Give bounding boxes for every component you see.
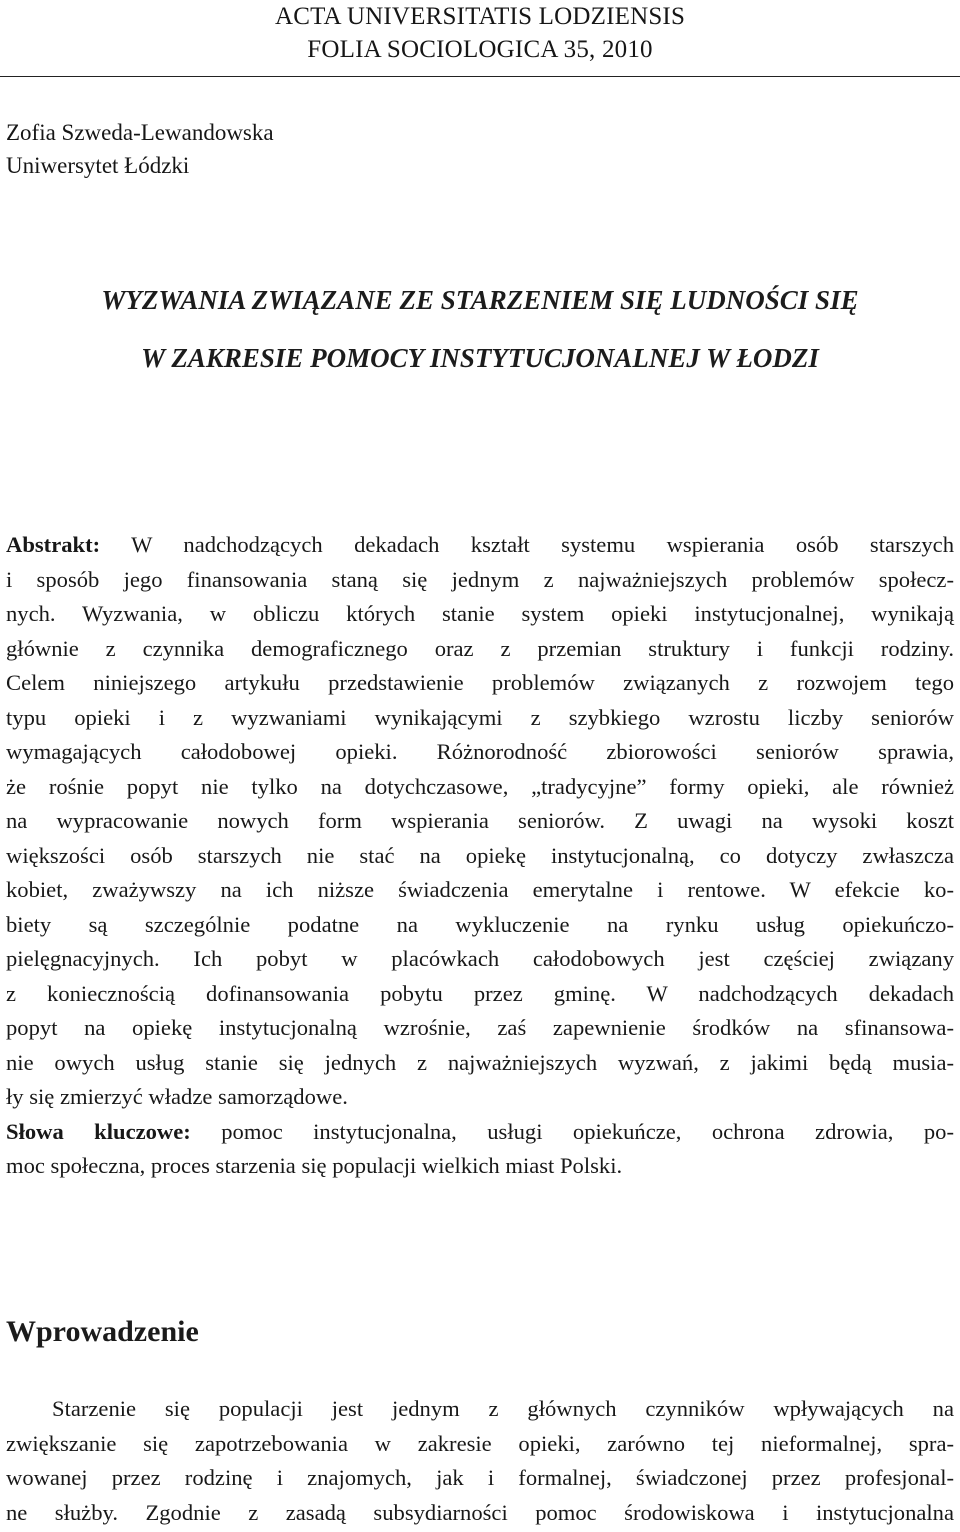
- journal-series: FOLIA SOCIOLOGICA 35, 2010: [307, 36, 653, 63]
- abstract-line: wymagających całodobowej opieki. Różnorodność zbiorowości seniorów sprawia,: [6, 739, 954, 764]
- author-name: Zofia Szweda-Lewandowska: [6, 120, 274, 145]
- intro-line: wowanej przez rodzinę i znajomych, jak i formalnej, świadczonej przez profesjonal-: [6, 1465, 954, 1490]
- abstract-line: że rośnie popyt nie tylko na dotychczasowe, „tradycyjne” formy opieki, ale również: [6, 774, 954, 799]
- journal-header: [0, 0, 960, 77]
- abstract-line: biety są szczególnie podatne na wykluczenie na rynku usług opiekuńczo-: [6, 912, 954, 937]
- abstract-line: i sposób jego finansowania staną się jednym z najważniejszych problemów społecz-: [6, 567, 954, 592]
- paper-title-line-2: W ZAKRESIE POMOCY INSTYTUCJONALNEJ W ŁODZI: [141, 343, 819, 373]
- abstract-line: nie owych usług stanie się jednych z najważniejszych wyzwań, z jakimi będą musia-: [6, 1050, 954, 1075]
- intro-line: Starzenie się populacji jest jednym z głównych czynników wpływających na: [52, 1396, 954, 1421]
- abstract-line: typu opieki i z wyzwaniami wynikającymi z szybkiego wzrostu liczby seniorów: [6, 705, 954, 730]
- abstract-line: Abstrakt: W nadchodzących dekadach kształt systemu wspierania osób starszych: [6, 532, 954, 557]
- abstract-line: głównie z czynnika demograficznego oraz z przemian struktury i funkcji rodziny.: [6, 636, 954, 661]
- abstract-label: Abstrakt:: [6, 532, 101, 557]
- keywords-label: Słowa kluczowe:: [6, 1119, 191, 1144]
- keywords-line: moc społeczna, proces starzenia się populacji wielkich miast Polski.: [6, 1153, 623, 1178]
- intro-line: zwiększanie się zapotrzebowania w zakresie opieki, zarówno tej nieformalnej, spra-: [6, 1431, 954, 1456]
- abstract-line: pielęgnacyjnych. Ich pobyt w placówkach całodobowych jest częściej związany: [6, 946, 954, 971]
- section-heading: Wprowadzenie: [6, 1315, 199, 1348]
- author-affiliation: Uniwersytet Łódzki: [6, 153, 190, 178]
- abstract-line: ły się zmierzyć władze samorządowe.: [6, 1084, 348, 1109]
- abstract-line: większości osób starszych nie stać na opiekę instytucjonalną, co dotyczy zwłaszcza: [6, 843, 954, 868]
- paper-title-line-1: WYZWANIA ZWIĄZANE ZE STARZENIEM SIĘ LUDNOŚCI SIĘ: [101, 285, 859, 315]
- journal-name: ACTA UNIVERSITATIS LODZIENSIS: [274, 3, 686, 30]
- intro-line: ne służby. Zgodnie z zasadą subsydiarności pomoc środowiskowa i instytucjonalna: [6, 1500, 954, 1525]
- abstract-line: kobiet, zważywszy na ich niższe świadczenia emerytalne i rentowe. W efekcie ko-: [6, 877, 954, 902]
- abstract-line: nych. Wyzwania, w obliczu których stanie system opieki instytucjonalnej, wynikają: [6, 601, 954, 626]
- keywords-line: Słowa kluczowe: pomoc instytucjonalna, usługi opiekuńcze, ochrona zdrowia, po-: [6, 1119, 954, 1144]
- abstract-line: na wypracowanie nowych form wspierania seniorów. Z uwagi na wysoki koszt: [6, 808, 954, 833]
- abstract-line: Celem niniejszego artykułu przedstawienie problemów związanych z rozwojem tego: [6, 670, 954, 695]
- author-block: [6, 116, 274, 182]
- abstract-line: popyt na opiekę instytucjonalną wzrośnie, zaś zapewnienie środków na sfinansowa-: [6, 1015, 954, 1040]
- abstract-line: z koniecznością dofinansowania pobytu przez gminę. W nadchodzących dekadach: [6, 981, 954, 1006]
